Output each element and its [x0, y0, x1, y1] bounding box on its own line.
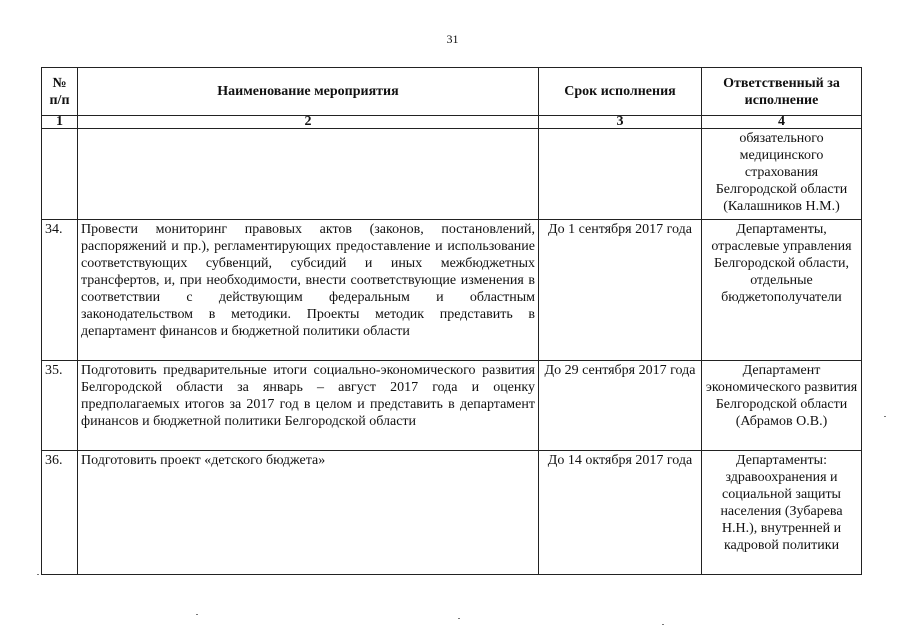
column-number-2: 2	[78, 116, 539, 129]
continuation-row	[42, 129, 862, 220]
header-num: № п/п	[42, 68, 78, 116]
header-row	[42, 68, 862, 116]
cell-task: Подготовить предварительные итоги социально-экономического развития Белгородской области за январь – август 2017 года и оценку предполагаемых итогов за 2017 год в целом и представить в департамент финансов и бюджетной политики Белгородской области	[78, 361, 539, 451]
scan-speck	[196, 614, 198, 615]
header-responsible: Ответственный за исполнение	[702, 68, 862, 116]
table-row	[42, 361, 862, 451]
cell-num: 34.	[42, 220, 78, 361]
activities-table	[41, 67, 862, 575]
scan-speck	[458, 618, 460, 619]
cell-num: 36.	[42, 451, 78, 575]
cell-deadline: До 1 сентября 2017 года	[539, 220, 702, 361]
table-row	[42, 451, 862, 575]
cell-responsible: Департаменты, отраслевые управления Белгородской области, отдельные бюджетополучатели	[702, 220, 862, 361]
header-name: Наименование мероприятия	[78, 68, 539, 116]
cell-deadline: До 14 октября 2017 года	[539, 451, 702, 575]
scan-speck	[37, 574, 39, 575]
cell-task	[78, 129, 539, 220]
cell-deadline: До 29 сентября 2017 года	[539, 361, 702, 451]
scan-speck	[662, 624, 664, 625]
page-number: 31	[446, 32, 459, 46]
header-deadline: Срок исполнения	[539, 68, 702, 116]
cell-responsible: Департаменты: здравоохранения и социальной защиты населения (Зубарева Н.Н.), внутренней и кадровой политики	[702, 451, 862, 575]
cell-task: Провести мониторинг правовых актов (законов, постановлений, распоряжений и пр.), регламентирующих предоставление и использование соответствующих субвенций, субсидий и иных межбюджетных трансфертов, и, при необходимости, внести соответствующие изменения в соответствии с действующим федеральным и областным законодательством в методики. Проекты методик представить в департамент финансов и бюджетной политики области	[78, 220, 539, 361]
column-number-4: 4	[702, 116, 862, 129]
column-number-3: 3	[539, 116, 702, 129]
cell-responsible: обязательного медицинского страхования Белгородской области (Калашников Н.М.)	[702, 129, 862, 220]
cell-num	[42, 129, 78, 220]
cell-deadline	[539, 129, 702, 220]
table-row	[42, 220, 862, 361]
column-number-1: 1	[42, 116, 78, 129]
cell-task: Подготовить проект «детского бюджета»	[78, 451, 539, 575]
scan-speck	[884, 416, 886, 417]
cell-responsible: Департамент экономического развития Белгородской области (Абрамов О.В.)	[702, 361, 862, 451]
cell-num: 35.	[42, 361, 78, 451]
column-number-row	[42, 116, 862, 129]
